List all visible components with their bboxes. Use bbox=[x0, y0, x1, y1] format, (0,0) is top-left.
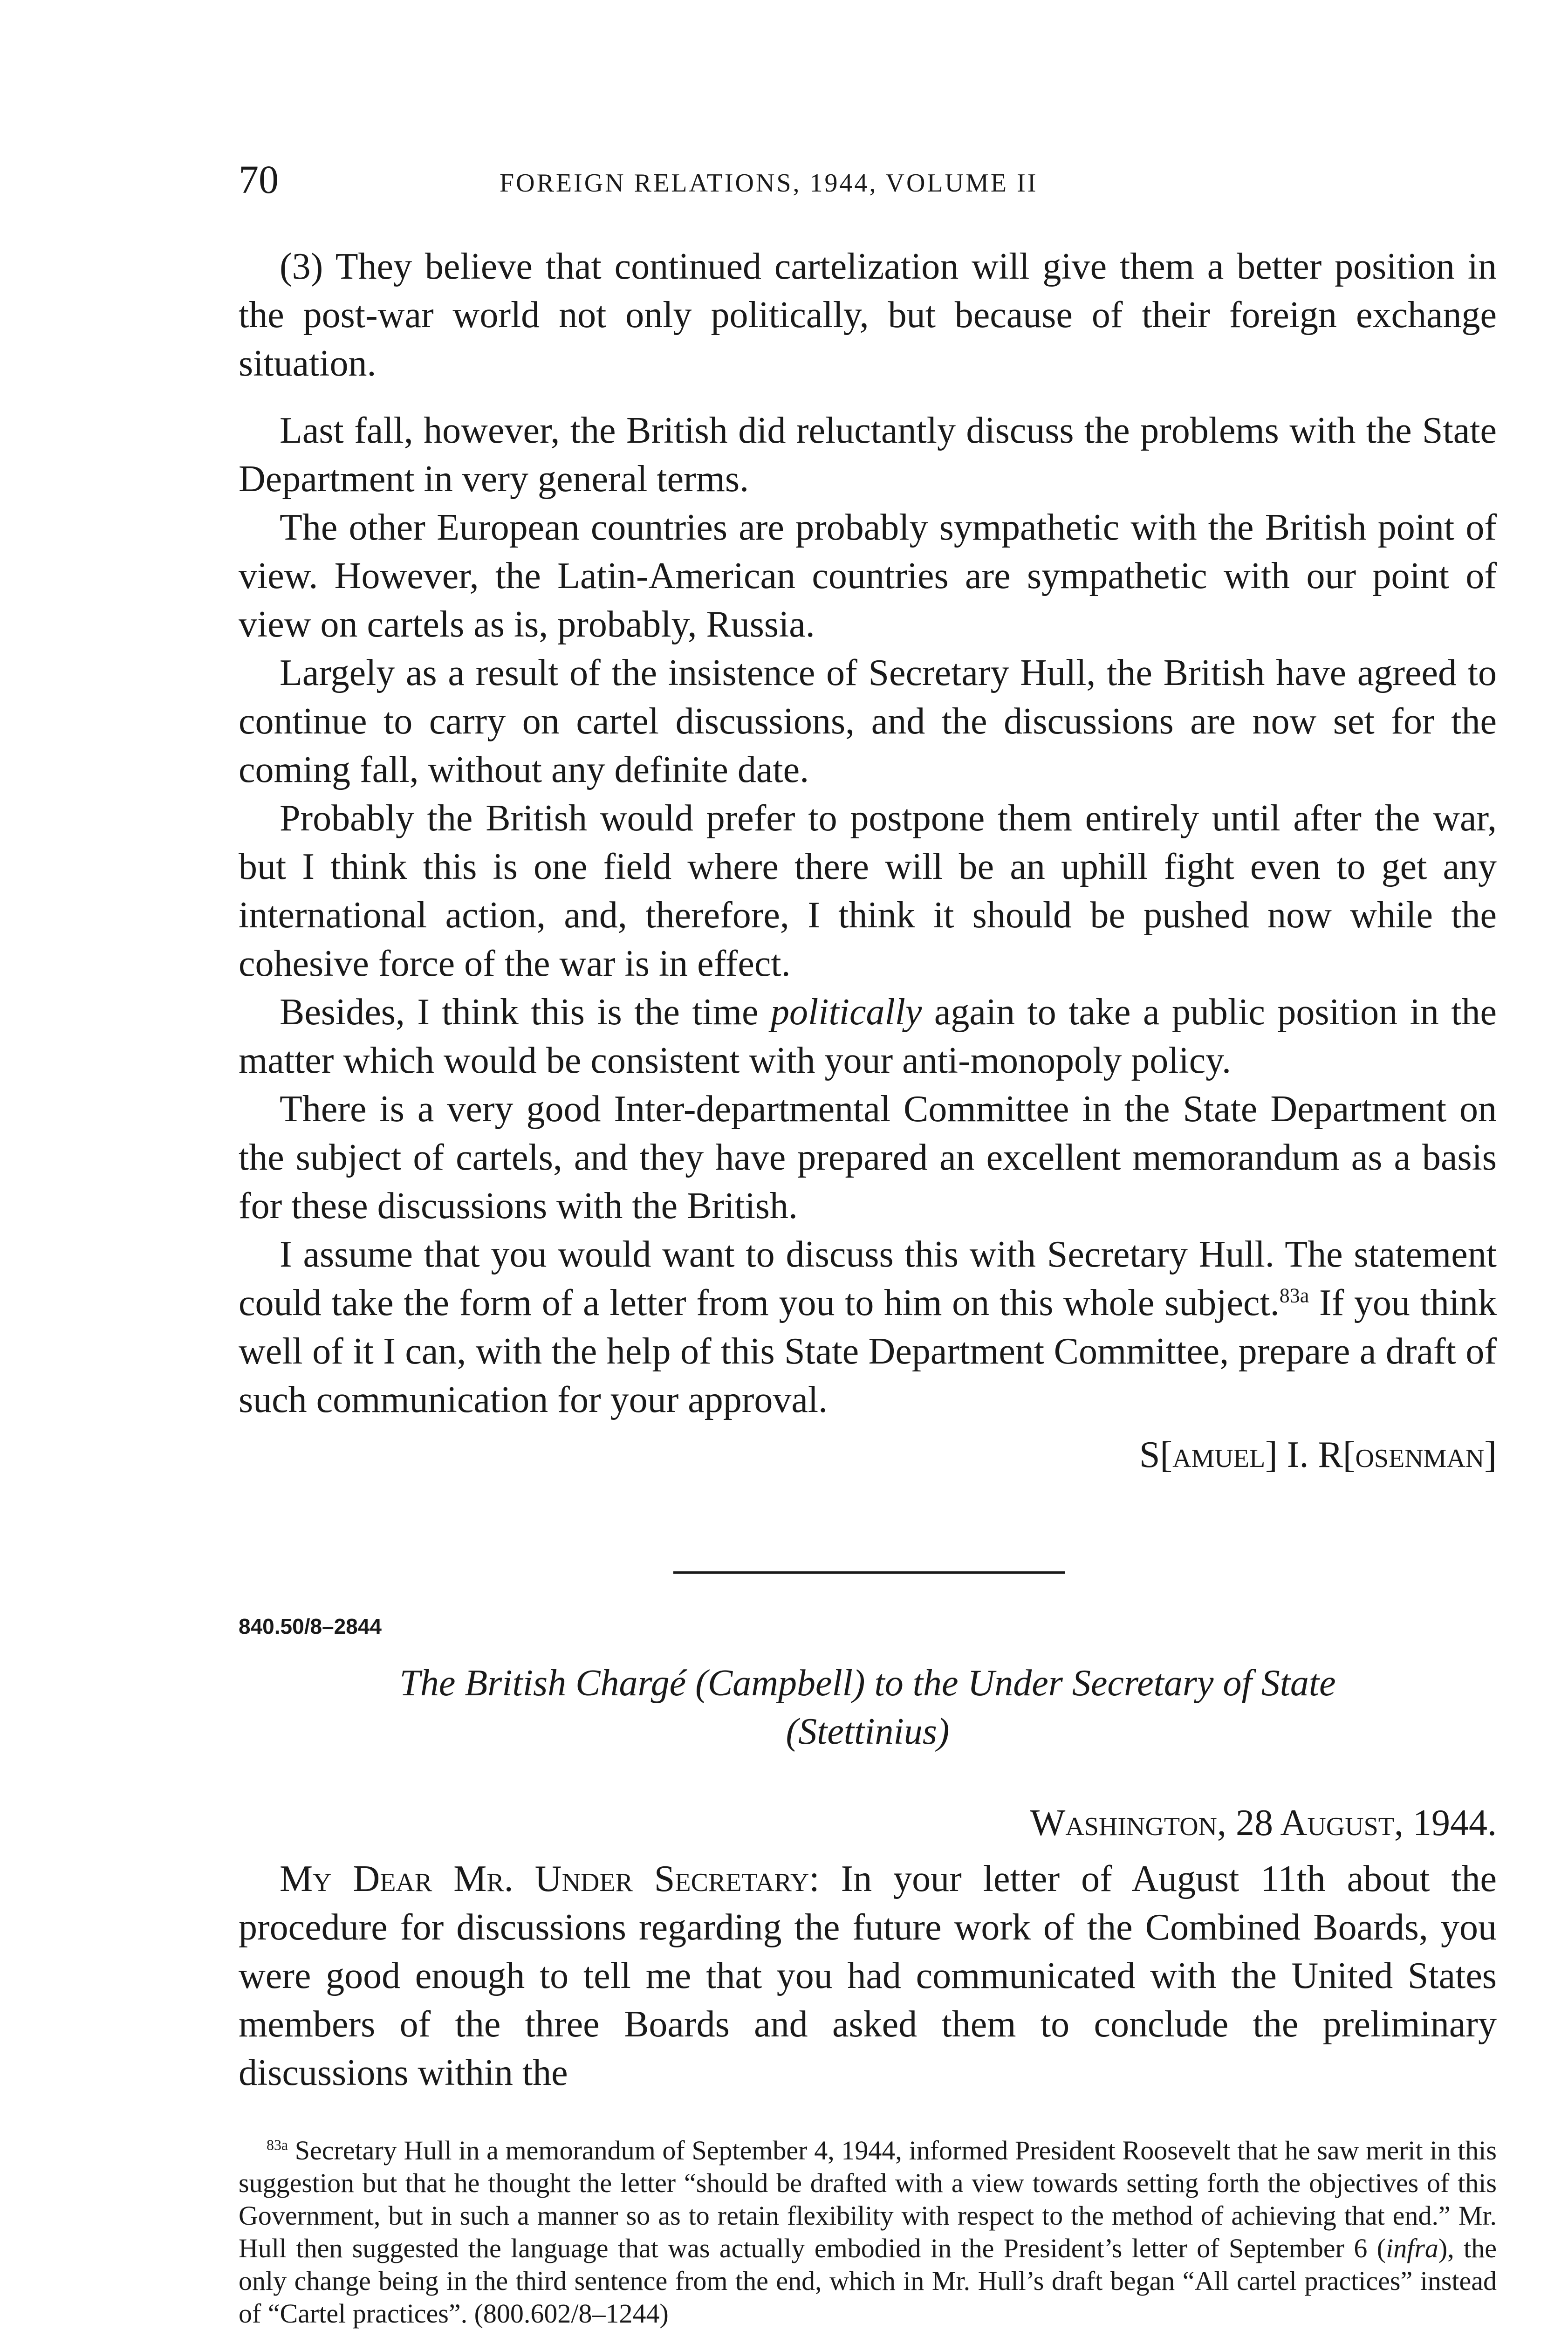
title-line: (Stettinius) bbox=[786, 1711, 950, 1752]
salutation: My Dear Mr. Under Secretary: bbox=[280, 1858, 820, 1899]
memo-paragraph: I assume that you would want to discuss this with Secretary Hull. The statement could take the form of a letter from you to him on this whole subject.$^{83a}$ If you think well of it I can, with the help of this State Department Committee, prepare a draft of such communication for your approval. bbox=[239, 1234, 1497, 1420]
footnote bbox=[239, 2134, 1497, 2330]
section-divider bbox=[673, 1571, 1065, 1574]
memo-paragraph: Probably the British would prefer to postpone them entirely until after the war, but I think this is one field where there will be an uphill fight even to get any international action, and, therefore, I think it should be pushed now while the cohesive force of the war is in effect. bbox=[239, 798, 1497, 984]
letter-paragraph: My Dear Mr. Under Secretary: In your letter of August 11th about the procedure for discussions regarding the future work of the Combined Boards, you were good enough to tell me that you had communicated with the United States members of the three Boards and asked them to conclude the preliminary discussions within the bbox=[239, 1858, 1497, 2093]
letter-body bbox=[239, 1855, 1497, 2097]
memo-paragraph: There is a very good Inter-departmental Committee in the State Department on the subject of cartels, and they have prepared an excellent memorandum as a basis for these discussions with the British. bbox=[239, 1089, 1497, 1227]
footnote-reference[interactable]: 83a bbox=[1279, 1284, 1309, 1307]
footnote-marker: 83a bbox=[267, 2137, 288, 2153]
page-header bbox=[239, 156, 1497, 212]
emphasis-infra: infra bbox=[1386, 2233, 1438, 2263]
footnote-text: $^{83a}$ Secretary Hull in a memorandum of September 4, 1944, informed President Roosevelt that he saw merit in this suggestion but that he thought the letter “should be drafted with a view towards setting forth the objectives of this Government, but in such a manner so as to retain flexibility with respect to the method of achieving that end.” Mr. Hull then suggested the language that was actually embodied in the President’s letter of September 6 (infra), the only change being in the third sentence from the end, which in Mr. Hull’s draft began “All cartel practices” instead of “Cartel practices”. (800.602/8–1244) bbox=[239, 2135, 1497, 2329]
file-number: 840.50/8–2844 bbox=[239, 1614, 382, 1638]
memo-paragraph: Last fall, however, the British did reluctantly discuss the problems with the State Department in very general terms. bbox=[239, 410, 1497, 500]
emphasis-politically: politically bbox=[771, 992, 922, 1033]
memo-paragraph: (3) They believe that continued cartelization will give them a better position in the post-war world not only politically, but because of their foreign exchange situation. bbox=[239, 246, 1497, 384]
title-line: The British Chargé (Campbell) to the Under Secretary of State bbox=[399, 1663, 1336, 1704]
memo-paragraph: The other European countries are probably sympathetic with the British point of view. However, the Latin-American countries are sympathetic with our point of view on cartels as is, probably, Russia. bbox=[239, 507, 1497, 645]
memo-paragraph: Besides, I think this is the time politically again to take a public position in the matter which would be consistent with your anti-monopoly policy. bbox=[239, 992, 1497, 1081]
memo-body bbox=[239, 242, 1497, 1479]
memo-paragraph: Largely as a result of the insistence of Secretary Hull, the British have agreed to continue to carry on cartel discussions, and the discussions are now set for the coming fall, without any definite date. bbox=[239, 652, 1497, 790]
running-head: FOREIGN RELATIONS, 1944, VOLUME II bbox=[500, 169, 1038, 198]
memo-signature: S[amuel] I. R[osenman] bbox=[1139, 1434, 1497, 1475]
dateline: Washington, 28 August, 1944. bbox=[1030, 1802, 1497, 1843]
document-title bbox=[239, 1659, 1497, 1756]
page-number: 70 bbox=[239, 157, 279, 202]
